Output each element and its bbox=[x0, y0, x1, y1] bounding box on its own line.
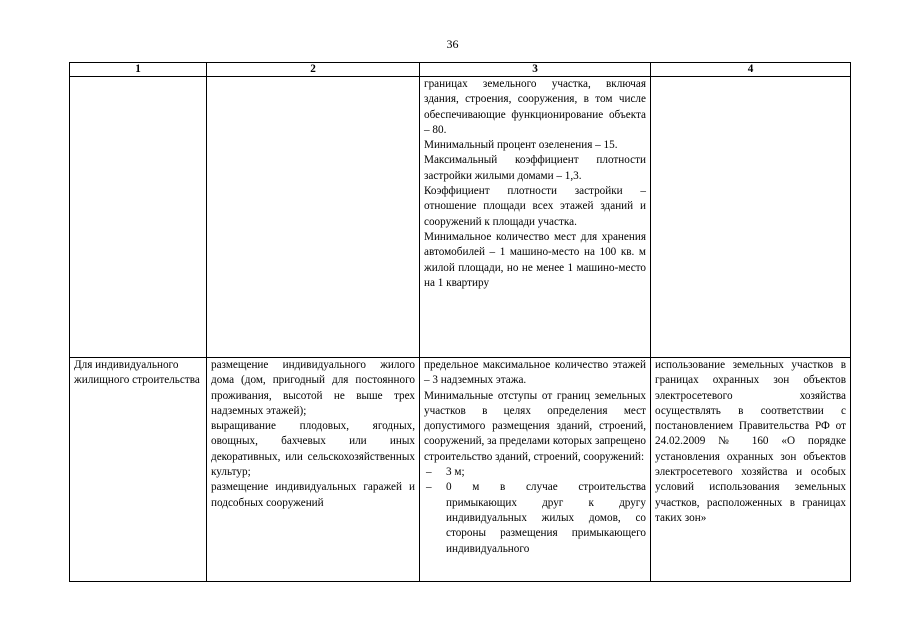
column-header-1: 1 bbox=[70, 63, 207, 77]
page-number: 36 bbox=[446, 37, 459, 51]
table-cell-empty bbox=[70, 77, 207, 358]
column-header-2: 2 bbox=[207, 63, 420, 77]
cell-paragraph: выращивание плодовых, ягодных, овощных, бахчевых или иных декоративных, или сельскохозяйственных культур; bbox=[211, 420, 415, 479]
table-row bbox=[70, 77, 851, 358]
list-item-text: 0 м в случае строительства примыкающих друг к другу индивидуальных жилых домов, со стороны размещения примыкающего индивидуального bbox=[446, 481, 646, 555]
table-row bbox=[70, 358, 851, 582]
cell-paragraph: размещение индивидуального жилого дома (дом, пригодный для постоянного проживания, высотой не выше трех надземных этажей); bbox=[211, 359, 415, 417]
column-header-4: 4 bbox=[651, 63, 851, 77]
cell-paragraph: размещение индивидуальных гаражей и подсобных сооружений bbox=[211, 481, 415, 509]
table-header-row bbox=[70, 63, 851, 77]
list-dash: – bbox=[426, 481, 432, 494]
cell-paragraph: предельное максимальное количество этажей – 3 надземных этажа. bbox=[424, 359, 646, 387]
table-cell-parameters bbox=[420, 77, 651, 358]
table-cell-land-use: Для индивидуального жилищного строительства bbox=[70, 358, 207, 582]
list-item bbox=[424, 480, 646, 556]
table-cell-empty bbox=[207, 77, 420, 358]
table-cell-parameters bbox=[420, 358, 651, 582]
table-cell-permitted-use bbox=[207, 358, 420, 582]
list-item bbox=[424, 465, 646, 480]
document-table bbox=[69, 62, 851, 582]
table-cell-empty bbox=[651, 77, 851, 358]
cell-paragraph: Коэффициент плотности застройки – отношение площади всех этажей зданий и сооружений к площади участка. bbox=[424, 185, 646, 228]
cell-paragraph: Минимальное количество мест для хранения автомобилей – 1 машино-место на 100 кв. м жилой площади, но не менее 1 машино-место на 1 квартиру bbox=[424, 230, 646, 289]
cell-paragraph: границах земельного участка, включая здания, строения, сооружения, в том числе обеспечивающие функционирование объекта – 80. bbox=[424, 78, 646, 136]
list-item-text: 3 м; bbox=[446, 466, 465, 479]
cell-paragraph: Максимальный коэффициент плотности застройки жилыми домами – 1,3. bbox=[424, 154, 646, 182]
cell-paragraph: Минимальный процент озеленения – 15. bbox=[424, 139, 618, 152]
table-cell-restrictions: использование земельных участков в границах охранных зон объектов электросетевого хозяйства осуществлять в соответствии с постановлением Правительства РФ от 24.02.2009 № 160 «О порядке установления охранных зон объектов электросетевого хозяйства и особых условий использования земельных участков, расположенных в границах таких зон» bbox=[651, 358, 851, 582]
list-dash: – bbox=[426, 466, 432, 479]
column-header-3: 3 bbox=[420, 63, 651, 77]
cell-paragraph: Минимальные отступы от границ земельных участков в целях определения мест допустимого размещения зданий, строений, сооружений, за пределами которых запрещено строительство зданий, строений, сооружений: bbox=[424, 389, 646, 463]
